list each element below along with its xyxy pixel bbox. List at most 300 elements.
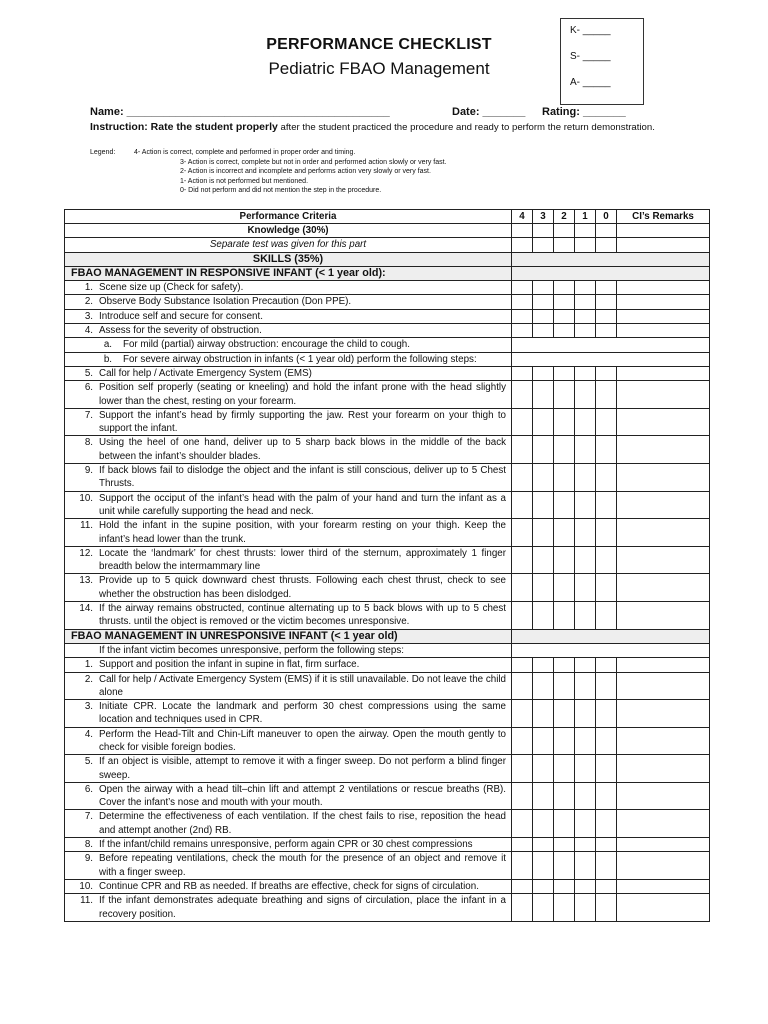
- score-cell-3[interactable]: [533, 408, 554, 436]
- section1-item-row: [65, 381, 710, 409]
- score-cell-0[interactable]: [596, 658, 617, 672]
- score-cell-1[interactable]: [575, 408, 596, 436]
- section2-item-criteria: [65, 700, 512, 728]
- remarks-cell[interactable]: [617, 408, 710, 436]
- section1-item-criteria: [65, 338, 512, 352]
- score-cell-0[interactable]: [596, 491, 617, 519]
- score-cell-0[interactable]: [596, 366, 617, 380]
- score-cell-4[interactable]: [512, 436, 533, 464]
- score-cell-1[interactable]: [575, 436, 596, 464]
- score-cell-3[interactable]: [533, 366, 554, 380]
- item-text: If the airway remains obstructed, continue alternating up to 5 back blows with up to 5 chest thrusts. until the object is removed or the victim becomes unresponsive.: [99, 603, 506, 628]
- score-cell-2[interactable]: [554, 464, 575, 492]
- score-cell-1[interactable]: [575, 574, 596, 602]
- header-remarks: CI’s Remarks: [617, 210, 710, 224]
- item-number: 3.: [84, 310, 93, 322]
- section2-item-row: [65, 852, 710, 880]
- item-text: Perform the Head-Tilt and Chin-Lift maneuver to open the airway. Open the mouth gently to check for visible foreign bodies.: [99, 728, 506, 753]
- remarks-cell[interactable]: [617, 672, 710, 700]
- item-number: 6.: [84, 382, 93, 394]
- section1-item-row: [65, 491, 710, 519]
- section1-item-criteria: [65, 352, 512, 366]
- score-cell-2[interactable]: [554, 519, 575, 547]
- item-text: If an object is visible, attempt to remove it with a finger sweep. Do not perform a blind finger sweep.: [99, 756, 506, 781]
- instruction-label: Instruction: Rate the student properly: [90, 121, 278, 133]
- score-cell-2[interactable]: [554, 546, 575, 574]
- score-cell-3[interactable]: [533, 324, 554, 338]
- legend-item: 1- Action is not performed but mentioned.: [180, 177, 309, 185]
- header-score-2: 2: [554, 210, 575, 224]
- section2-item-row: [65, 700, 710, 728]
- score-cell-2[interactable]: [554, 436, 575, 464]
- item-text: Call for help / Activate Emergency System (EMS) if it is still unavailable. Do not leave the child alone: [99, 673, 506, 698]
- score-cell-0[interactable]: [596, 755, 617, 783]
- score-cell-3[interactable]: [533, 519, 554, 547]
- item-text: Introduce self and secure for consent.: [99, 310, 263, 322]
- section2-item-row: [65, 658, 710, 672]
- name-field[interactable]: Name: ___________________________________________: [90, 106, 390, 118]
- legend-item: 3- Action is correct, complete but not in order and performed action slowly or very fast.: [180, 158, 447, 166]
- section2-item-row: [65, 810, 710, 838]
- item-number: 8.: [84, 839, 93, 851]
- score-cell-2[interactable]: [554, 894, 575, 922]
- score-cell-3[interactable]: [533, 295, 554, 309]
- score-cell-1[interactable]: [575, 782, 596, 810]
- section2-item-criteria: [65, 755, 512, 783]
- section2-item-criteria: [65, 782, 512, 810]
- score-cell-0[interactable]: [596, 852, 617, 880]
- remarks-cell[interactable]: [617, 381, 710, 409]
- score-cell-4[interactable]: [512, 700, 533, 728]
- score-cell-1[interactable]: [575, 727, 596, 755]
- item-number: 3.: [84, 701, 93, 713]
- score-cell-1[interactable]: [575, 366, 596, 380]
- score-cell-3[interactable]: [533, 464, 554, 492]
- section1-item-row: [65, 324, 710, 338]
- score-cell-4[interactable]: [512, 658, 533, 672]
- page-subtitle: [0, 59, 768, 79]
- score-cell-3[interactable]: [533, 700, 554, 728]
- score-cell-0[interactable]: [596, 436, 617, 464]
- score-cell-0[interactable]: [596, 782, 617, 810]
- score-cell-4[interactable]: [512, 894, 533, 922]
- score-cell-1[interactable]: [575, 838, 596, 852]
- score-cell-4[interactable]: [512, 672, 533, 700]
- score-cell-4[interactable]: [512, 408, 533, 436]
- item-number: b.: [103, 353, 112, 365]
- item-number: 13.: [79, 575, 93, 587]
- remarks-cell[interactable]: [617, 879, 710, 893]
- score-cell-3[interactable]: [533, 546, 554, 574]
- legend: [90, 148, 650, 196]
- remarks-cell[interactable]: [617, 464, 710, 492]
- score-cell-0[interactable]: [596, 727, 617, 755]
- section1-item-criteria: [65, 574, 512, 602]
- section1-item-row: [65, 464, 710, 492]
- item-text: For severe airway obstruction in infants (< 1 year old) perform the following steps:: [123, 353, 477, 365]
- score-cell-0[interactable]: [596, 700, 617, 728]
- remarks-cell[interactable]: [617, 295, 710, 309]
- score-cell-1[interactable]: [575, 602, 596, 630]
- score-cell-1[interactable]: [575, 491, 596, 519]
- checklist-table: [64, 209, 710, 922]
- score-cell-1[interactable]: [575, 879, 596, 893]
- section2-item-criteria: [65, 810, 512, 838]
- score-cell-1[interactable]: [575, 381, 596, 409]
- score-cell-0[interactable]: [596, 672, 617, 700]
- section1-item-criteria: [65, 324, 512, 338]
- item-text: Open the airway with a head tilt–chin lift and attempt 2 ventilations or rescue breaths (RB). Cover the infant’s nose and mouth with your mouth.: [99, 783, 506, 809]
- score-cell-4[interactable]: [512, 381, 533, 409]
- score-cell-3[interactable]: [533, 381, 554, 409]
- score-cell-2[interactable]: [554, 672, 575, 700]
- item-text: Continue CPR and RB as needed. If breaths are effective, check for signs of circulation.: [99, 880, 479, 892]
- score-cell-4[interactable]: [512, 810, 533, 838]
- item-number: 4.: [84, 325, 93, 337]
- score-cell-2[interactable]: [554, 700, 575, 728]
- score-cell-3[interactable]: [533, 852, 554, 880]
- score-cell-4[interactable]: [512, 295, 533, 309]
- section2-item-row: [65, 879, 710, 893]
- score-cell-2[interactable]: [554, 879, 575, 893]
- score-cell-4[interactable]: [512, 782, 533, 810]
- score-cell-0[interactable]: [596, 574, 617, 602]
- remarks-cell[interactable]: [617, 810, 710, 838]
- score-cell-0[interactable]: [596, 281, 617, 295]
- score-cell-2[interactable]: [554, 810, 575, 838]
- section2-item-criteria: [65, 672, 512, 700]
- score-cell-3[interactable]: [533, 879, 554, 893]
- item-number: 11.: [80, 520, 93, 532]
- score-cell-2[interactable]: [554, 838, 575, 852]
- knowledge-score: K- _____: [570, 25, 611, 36]
- remarks-cell[interactable]: [617, 324, 710, 338]
- remarks-cell[interactable]: [617, 602, 710, 630]
- legend-item: 0- Did not perform and did not mention the step in the procedure.: [180, 187, 382, 195]
- item-number: 6.: [84, 783, 93, 795]
- score-cell-1[interactable]: [575, 295, 596, 309]
- item-text: Hold the infant in the supine position, with your forearm resting on your thigh. Keep the infant’s head lower than the trunk.: [99, 520, 506, 545]
- section2-item-criteria: [65, 879, 512, 893]
- section1-item-row: [65, 309, 710, 323]
- score-cell-2[interactable]: [554, 408, 575, 436]
- item-number: 14.: [79, 603, 93, 615]
- score-cell-0[interactable]: [596, 879, 617, 893]
- item-text: Provide up to 5 quick downward chest thrusts. Following each chest thrust, check to see whether the obstruction has been dislodged.: [99, 575, 506, 600]
- item-number: a.: [103, 339, 112, 351]
- score-cell-2[interactable]: [554, 602, 575, 630]
- remarks-cell[interactable]: [617, 782, 710, 810]
- score-cell-4[interactable]: [512, 727, 533, 755]
- item-text: Scene size up (Check for safety).: [99, 282, 244, 294]
- page-title: [0, 36, 768, 54]
- date-field[interactable]: Date: _______: [452, 106, 526, 118]
- section1-item-criteria: [65, 491, 512, 519]
- score-cell-2[interactable]: [554, 658, 575, 672]
- score-cell-3[interactable]: [533, 436, 554, 464]
- section2-title-row: [65, 629, 710, 643]
- section2-item-row: [65, 782, 710, 810]
- score-cell-3[interactable]: [533, 491, 554, 519]
- section1-item-row: [65, 602, 710, 630]
- instruction-text: after the student practiced the procedure and ready to perform the return demonstration.: [277, 122, 655, 133]
- remarks-cell[interactable]: [617, 852, 710, 880]
- item-number: 5.: [84, 756, 93, 768]
- legend-item: 4- Action is correct, complete and performed in proper order and timing.: [134, 149, 356, 156]
- score-cell-0[interactable]: [596, 546, 617, 574]
- remarks-cell[interactable]: [617, 491, 710, 519]
- score-cell-4[interactable]: [512, 366, 533, 380]
- score-cell-0[interactable]: [596, 464, 617, 492]
- score-cell-4[interactable]: [512, 309, 533, 323]
- score-cell-1[interactable]: [575, 810, 596, 838]
- knowledge-label: Knowledge (30%): [65, 224, 512, 238]
- item-number: 1.: [84, 282, 93, 294]
- score-cell-0[interactable]: [596, 295, 617, 309]
- attitude-score: A- _____: [570, 77, 611, 88]
- section2-item-criteria: [65, 894, 512, 922]
- skills-label: SKILLS (35%): [65, 252, 512, 266]
- item-number: 9.: [84, 465, 93, 477]
- skills-row: [65, 252, 710, 266]
- instruction: [90, 121, 670, 135]
- section1-item-row: [65, 546, 710, 574]
- section1-item-criteria: [65, 309, 512, 323]
- section1-item-criteria: [65, 408, 512, 436]
- score-cell-2[interactable]: [554, 381, 575, 409]
- remarks-cell[interactable]: [617, 658, 710, 672]
- section1-item-criteria: [65, 546, 512, 574]
- item-text: Support the occiput of the infant’s head with the palm of your hand and turn the infant as a unit while carefully supporting the head and neck.: [99, 492, 506, 517]
- score-cell-4[interactable]: [512, 879, 533, 893]
- score-cell-0[interactable]: [596, 810, 617, 838]
- score-cell-4[interactable]: [512, 755, 533, 783]
- score-cell-4[interactable]: [512, 546, 533, 574]
- score-cell-3[interactable]: [533, 782, 554, 810]
- score-cell-0[interactable]: [596, 381, 617, 409]
- score-cell-3[interactable]: [533, 281, 554, 295]
- knowledge-note-row: [65, 238, 710, 252]
- score-cell-1[interactable]: [575, 309, 596, 323]
- section1-item-criteria: [65, 436, 512, 464]
- item-text: Position self properly (seating or kneeling) and hold the infant prone with the head slightly lower than the chest, resting on your forearm.: [99, 382, 506, 407]
- score-cell-3[interactable]: [533, 894, 554, 922]
- score-cell-2[interactable]: [554, 782, 575, 810]
- section1-title: FBAO MANAGEMENT IN RESPONSIVE INFANT (< 1 year old):: [65, 266, 512, 280]
- header-score-4: 4: [512, 210, 533, 224]
- score-cell-1[interactable]: [575, 464, 596, 492]
- score-cell-3[interactable]: [533, 574, 554, 602]
- item-number: 7.: [84, 409, 93, 421]
- score-cell-0[interactable]: [596, 408, 617, 436]
- score-cell-3[interactable]: [533, 810, 554, 838]
- score-cell-1[interactable]: [575, 700, 596, 728]
- section1-item-row: [65, 408, 710, 436]
- remarks-cell[interactable]: [617, 436, 710, 464]
- remarks-cell[interactable]: [617, 838, 710, 852]
- score-cell-4[interactable]: [512, 602, 533, 630]
- score-cell-4[interactable]: [512, 324, 533, 338]
- score-cell-1[interactable]: [575, 755, 596, 783]
- section1-item-criteria: [65, 366, 512, 380]
- score-cell-1[interactable]: [575, 658, 596, 672]
- score-cell-0[interactable]: [596, 519, 617, 547]
- section1-item-criteria: [65, 602, 512, 630]
- item-text: If the infant demonstrates adequate breathing and signs of circulation, place the infant in a recovery position.: [99, 895, 506, 920]
- score-cell-1[interactable]: [575, 894, 596, 922]
- score-cell-2[interactable]: [554, 281, 575, 295]
- section1-title-row: [65, 266, 710, 280]
- item-number: 11.: [80, 895, 93, 907]
- score-cell-1[interactable]: [575, 324, 596, 338]
- item-number: 2.: [84, 673, 93, 685]
- score-cell-3[interactable]: [533, 838, 554, 852]
- score-cell-3[interactable]: [533, 309, 554, 323]
- knowledge-note: Separate test was given for this part: [65, 238, 512, 252]
- score-cell-2[interactable]: [554, 574, 575, 602]
- section2-item-criteria: [65, 838, 512, 852]
- item-number: 4.: [84, 728, 93, 740]
- score-cell-1[interactable]: [575, 852, 596, 880]
- remarks-cell[interactable]: [617, 727, 710, 755]
- section2-item-criteria: [65, 658, 512, 672]
- score-cell-0[interactable]: [596, 602, 617, 630]
- item-text: For mild (partial) airway obstruction: encourage the child to cough.: [123, 339, 410, 351]
- score-cell-1[interactable]: [575, 281, 596, 295]
- section1-item-criteria: [65, 381, 512, 409]
- remarks-cell[interactable]: [617, 894, 710, 922]
- remarks-cell[interactable]: [617, 366, 710, 380]
- item-text: Before repeating ventilations, check the mouth for the presence of an object and remove it with a finger sweep.: [99, 853, 506, 878]
- section2-item-criteria: [65, 852, 512, 880]
- header-score-0: 0: [596, 210, 617, 224]
- item-number: 2.: [84, 296, 93, 308]
- item-number: 7.: [84, 811, 93, 823]
- score-cell-4[interactable]: [512, 852, 533, 880]
- knowledge-row: [65, 224, 710, 238]
- legend-item: 2- Action is incorrect and incomplete and performs action very slowly or very fast.: [180, 168, 431, 176]
- header-score-1: 1: [575, 210, 596, 224]
- section2-note-row: [65, 643, 710, 657]
- item-text: Call for help / Activate Emergency System (EMS): [99, 367, 312, 379]
- section2-item-row: [65, 838, 710, 852]
- item-text: If back blows fail to dislodge the object and the infant is still conscious, deliver up to 5 Chest Thrusts.: [99, 465, 506, 490]
- item-number: 12.: [79, 547, 93, 559]
- score-cell-4[interactable]: [512, 491, 533, 519]
- score-cell-2[interactable]: [554, 727, 575, 755]
- score-cell-3[interactable]: [533, 658, 554, 672]
- section2-item-row: [65, 894, 710, 922]
- section2-item-row: [65, 727, 710, 755]
- score-cell-1[interactable]: [575, 546, 596, 574]
- score-cell-0[interactable]: [596, 309, 617, 323]
- header-criteria: Performance Criteria: [65, 210, 512, 224]
- item-number: 9.: [84, 853, 93, 865]
- score-cell-3[interactable]: [533, 727, 554, 755]
- rating-field[interactable]: Rating: _______: [542, 106, 626, 118]
- score-cell-4[interactable]: [512, 574, 533, 602]
- sub-item-blank: [512, 352, 710, 366]
- score-cell-3[interactable]: [533, 602, 554, 630]
- score-cell-1[interactable]: [575, 519, 596, 547]
- score-cell-2[interactable]: [554, 366, 575, 380]
- section1-item-row: [65, 295, 710, 309]
- score-cell-4[interactable]: [512, 838, 533, 852]
- score-cell-2[interactable]: [554, 755, 575, 783]
- score-cell-2[interactable]: [554, 295, 575, 309]
- item-number: 8.: [84, 437, 93, 449]
- item-number: 10.: [79, 880, 93, 892]
- section1-item-row: [65, 352, 710, 366]
- remarks-cell[interactable]: [617, 755, 710, 783]
- remarks-cell[interactable]: [617, 700, 710, 728]
- score-cell-0[interactable]: [596, 324, 617, 338]
- item-text: Support the infant’s head by firmly supporting the jaw. Rest your forearm on your thigh to support the infant.: [99, 409, 506, 435]
- table-header-row: [65, 210, 710, 224]
- section1-item-row: [65, 436, 710, 464]
- section1-item-row: [65, 281, 710, 295]
- section2-note: If the infant victim becomes unresponsive, perform the following steps:: [65, 643, 512, 657]
- score-cell-2[interactable]: [554, 852, 575, 880]
- item-text: Using the heel of one hand, deliver up to 5 sharp back blows in the middle of the back between the infant’s shoulder blades.: [99, 437, 506, 462]
- score-cell-4[interactable]: [512, 519, 533, 547]
- legend-label: Legend:: [90, 149, 116, 156]
- item-number: 1.: [84, 659, 93, 671]
- section2-item-criteria: [65, 727, 512, 755]
- section1-item-row: [65, 366, 710, 380]
- item-text: Assess for the severity of obstruction.: [99, 325, 262, 337]
- remarks-cell[interactable]: [617, 281, 710, 295]
- score-cell-3[interactable]: [533, 755, 554, 783]
- item-text: Determine the effectiveness of each ventilation. If the chest fails to rise, reposition the head and attempt another (2nd) RB.: [99, 811, 506, 836]
- section1-item-row: [65, 574, 710, 602]
- sub-item-blank: [512, 338, 710, 352]
- section1-item-row: [65, 338, 710, 352]
- remarks-cell[interactable]: [617, 309, 710, 323]
- remarks-cell[interactable]: [617, 574, 710, 602]
- skills-score: S- _____: [570, 51, 611, 62]
- section1-item-criteria: [65, 464, 512, 492]
- item-text: Observe Body Substance Isolation Precaution (Don PPE).: [99, 296, 352, 308]
- score-cell-2[interactable]: [554, 324, 575, 338]
- score-cell-2[interactable]: [554, 491, 575, 519]
- header-score-3: 3: [533, 210, 554, 224]
- item-text: Initiate CPR. Locate the landmark and perform 30 chest compressions using the same location and techniques used in CPR.: [99, 701, 506, 726]
- section1-item-criteria: [65, 281, 512, 295]
- section2-item-row: [65, 755, 710, 783]
- item-number: 10.: [79, 492, 93, 504]
- section2-title: FBAO MANAGEMENT IN UNRESPONSIVE INFANT (< 1 year old): [65, 629, 512, 643]
- item-text: If the infant/child remains unresponsive, perform again CPR or 30 chest compressions: [99, 839, 473, 851]
- student-info-line: [90, 106, 690, 118]
- item-text: Support and position the infant in supine in flat, firm surface.: [99, 659, 360, 671]
- item-text: Locate the ‘landmark’ for chest thrusts: lower third of the sternum, approximately 1 finger breadth below the intermammary line: [99, 547, 506, 573]
- section1-item-criteria: [65, 295, 512, 309]
- score-cell-3[interactable]: [533, 672, 554, 700]
- section1-item-criteria: [65, 519, 512, 547]
- score-cell-0[interactable]: [596, 894, 617, 922]
- remarks-cell[interactable]: [617, 546, 710, 574]
- score-cell-1[interactable]: [575, 672, 596, 700]
- page-subtitle-text: Pediatric FBAO Management: [268, 59, 490, 78]
- page-title-text: PERFORMANCE CHECKLIST: [266, 36, 492, 53]
- remarks-cell[interactable]: [617, 519, 710, 547]
- score-cell-4[interactable]: [512, 281, 533, 295]
- score-cell-4[interactable]: [512, 464, 533, 492]
- section1-item-row: [65, 519, 710, 547]
- score-cell-0[interactable]: [596, 838, 617, 852]
- score-cell-2[interactable]: [554, 309, 575, 323]
